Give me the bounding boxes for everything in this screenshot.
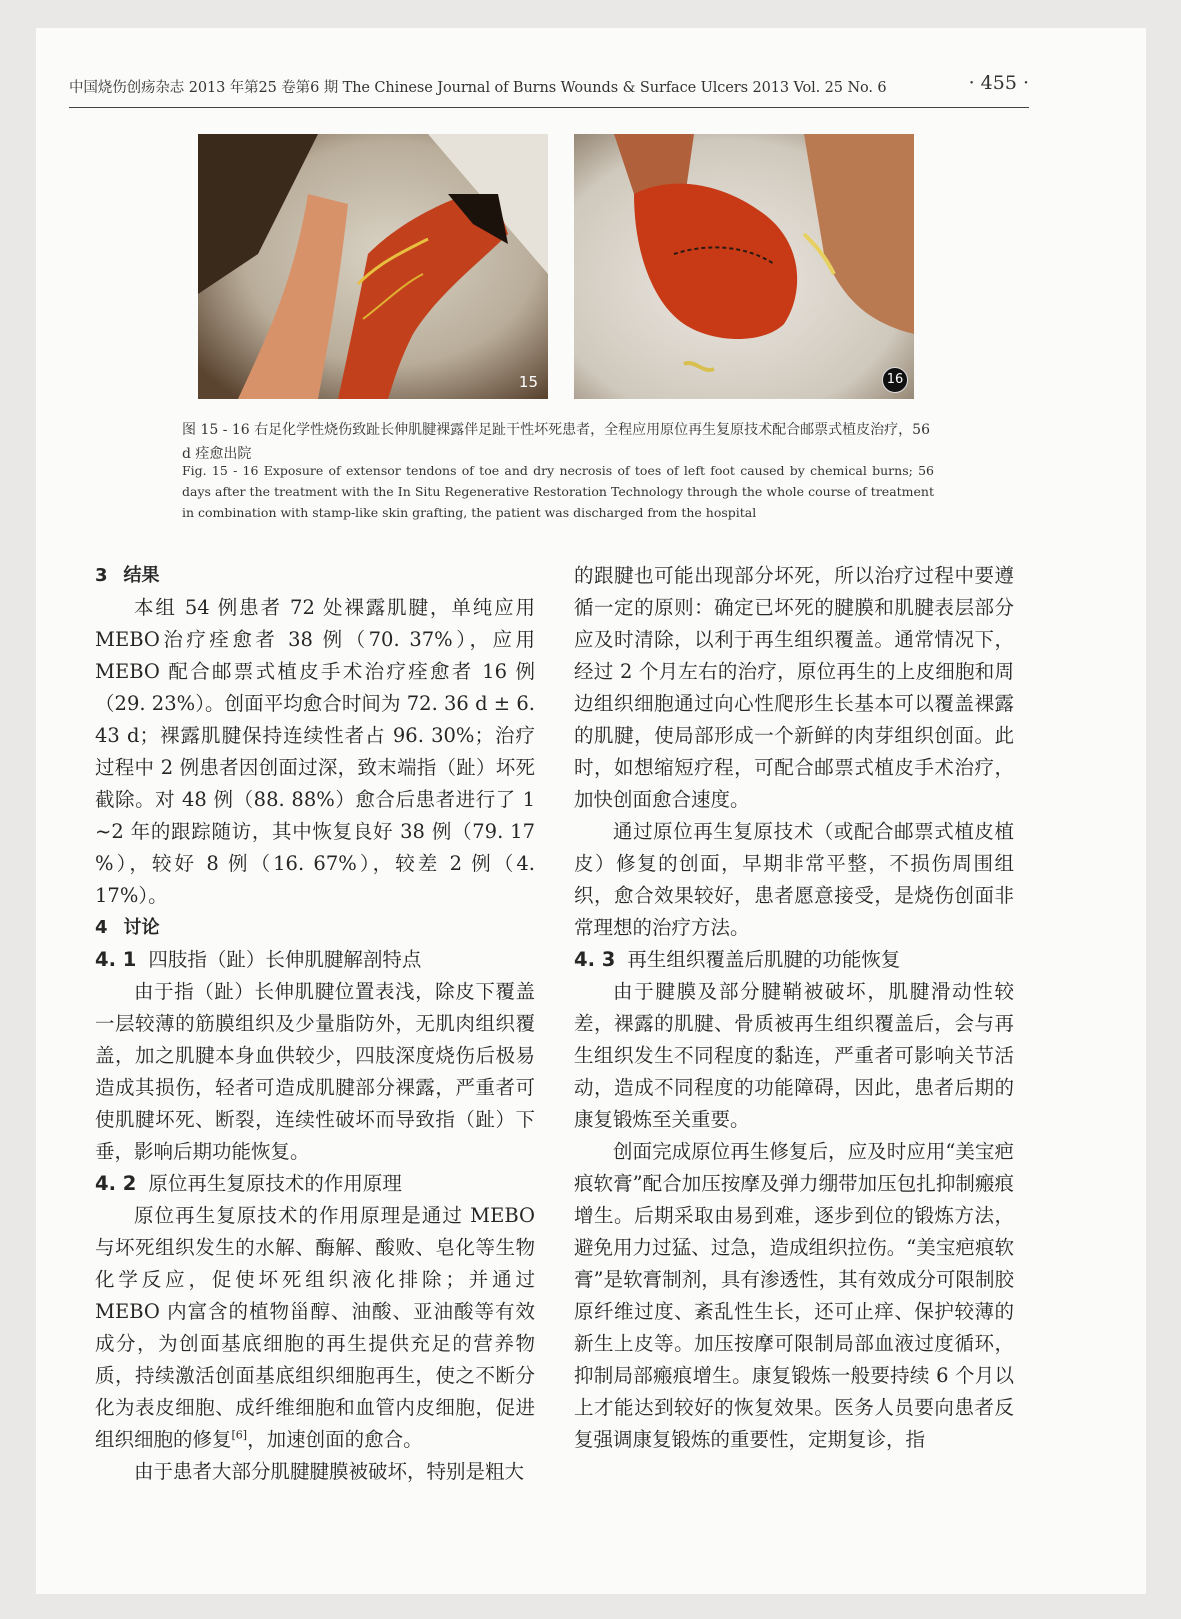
paragraph-continued: 的跟腱也可能出现部分坏死，所以治疗过程中要遵循一定的原则：确定已坏死的腱膜和肌腱表层部分应及时清除，以利于再生组织覆盖。通常情况下，经过 2 个月左右的治疗，原位再生的上皮细胞和周边组织细胞通过向心性爬形生长基本可以覆盖裸露的肌腱，使局部形成一个新鲜的肉芽组织创面。此时，如想缩短疗程，可配合邮票式植皮手术治疗，加快创面愈合速度。	[574, 564, 1014, 811]
paragraph-4-1: 由于指（趾）长伸肌腱位置表浅，除皮下覆盖一层较薄的筋膜组织及少量脂防外，无肌肉组织覆盖，加之肌腱本身血供较少，四肢深度烧伤后极易造成其损伤，轻者可造成肌腱部分裸露，严重者可使肌腱坏死、断裂，连续性破坏而导致指（趾）下垂，影响后期功能恢复。	[95, 980, 535, 1163]
citation-ref: [6]	[231, 1428, 248, 1442]
subsection-heading-4-1: 4. 1 四肢指（趾）长伸肌腱解剖特点	[95, 948, 422, 971]
results-paragraph: 本组 54 例患者 72 处裸露肌腱，单纯应用 MEBO治疗痊愈者 38 例（70. 37%），应用 MEBO 配合邮票式植皮手术治疗痊愈者 16 例（29. 23%）。创面平均愈合时间为 72. 36 d ± 6. 43 d；裸露肌腱保持连续性者占 96. 30%；治疗过程中 2 例患者因创面过深，致末端指（趾）坏死截除。对 48 例（88. 88%）愈合后患者进行了 1 ~2 年的跟踪随访，其中恢复良好 38 例（79. 17 %），较好 8 例（16. 67%），较差 2 例（4. 17%）。	[95, 596, 535, 907]
figure-caption-chinese: 图 15 - 16 右足化学性烧伤致趾长伸肌腱裸露伴足趾干性坏死患者，全程应用原位再生复原技术配合邮票式植皮治疗，56 d 痊愈出院	[182, 422, 930, 462]
photo-number-15: 15	[518, 373, 538, 391]
subsection-heading-4-3: 4. 3 再生组织覆盖后肌腱的功能恢复	[574, 948, 901, 971]
clinical-photo-15	[198, 134, 548, 399]
left-column	[95, 560, 535, 1488]
paragraph-4-2-continued: 由于患者大部分肌腱腱膜被破坏，特别是粗大	[134, 1460, 525, 1483]
section-heading-results: 3 结果	[95, 565, 160, 586]
clinical-photo-16	[574, 134, 914, 399]
header-rule	[69, 107, 1029, 108]
paragraph-rehabilitation: 创面完成原位再生修复后，应及时应用“美宝疤痕软膏”配合加压按摩及弹力绷带加压包扎抑制瘢痕增生。后期采取由易到难，逐步到位的锻炼方法，避免用力过猛、过急，造成组织拉伤。“美宝疤痕软膏”是软膏制剂，具有渗透性，其有效成分可限制胶原纤维过度、紊乱性生长，还可止痒、保护较薄的新生上皮等。加压按摩可限制局部血液过度循环，抑制局部瘢痕增生。康复锻炼一般要持续 6 个月以上才能达到较好的恢复效果。医务人员要向患者反复强调康复锻炼的重要性，定期复诊，指	[574, 1140, 1014, 1451]
paragraph-4-2: 原位再生复原技术的作用原理是通过 MEBO 与坏死组织发生的水解、酶解、酸败、皂化等生物化学反应，促使坏死组织液化排除；并通过 MEBO 内富含的植物甾醇、油酸、亚油酸等有效成分，为创面基底细胞的再生提供充足的营养物质，持续激活创面基底组织细胞再生，使之不断分化为表皮细胞、成纤维细胞和血管内皮细胞，促进组织细胞的修复[6]，加速创面的愈合。	[95, 1204, 535, 1451]
running-header	[69, 60, 1029, 100]
right-column	[574, 560, 1014, 1456]
photo-number-16: 16	[882, 367, 908, 393]
journal-citation: 中国烧伤创疡杂志 2013 年第25 卷第6 期 The Chinese Journal of Burns Wounds & Surface Ulcers 2013 Vol. 25 No. 6	[69, 80, 887, 96]
subsection-heading-4-2: 4. 2 原位再生复原技术的作用原理	[95, 1172, 402, 1195]
figure-caption-english: Fig. 15 - 16 Exposure of extensor tendons of toe and dry necrosis of toes of left foot caused by chemical burns; 56 days after the treatment with the In Situ Regenerative Restoration Technology through the whole course of treatment in combination with stamp-like skin grafting, the patient was discharged from the hospital	[182, 463, 934, 520]
page-number: · 455 ·	[968, 72, 1029, 94]
section-heading-discussion: 4 讨论	[95, 917, 160, 938]
paragraph-method-evaluation: 通过原位再生复原技术（或配合邮票式植皮植皮）修复的创面，早期非常平整，不损伤周围组织，愈合效果较好，患者愿意接受，是烧伤创面非常理想的治疗方法。	[574, 820, 1014, 939]
paragraph-4-3: 由于腱膜及部分腱鞘被破坏，肌腱滑动性较差，裸露的肌腱、骨质被再生组织覆盖后，会与再生组织发生不同程度的黏连，严重者可影响关节活动，造成不同程度的功能障碍，因此，患者后期的康复锻炼至关重要。	[574, 980, 1014, 1131]
